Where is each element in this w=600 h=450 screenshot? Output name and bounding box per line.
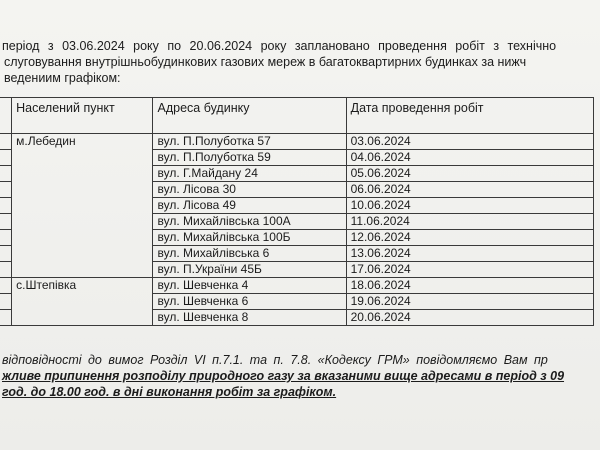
table-row <box>0 198 594 214</box>
intro-line-3: ведениим графіком: <box>4 71 121 85</box>
header-settlement: Населений пункт <box>12 98 153 134</box>
address-cell: вул. Шевченка 8 <box>153 310 346 326</box>
settlement-cell <box>12 230 153 246</box>
address-cell: вул. Г.Майдану 24 <box>153 166 346 182</box>
address-cell: вул. П.Полуботка 59 <box>153 150 346 166</box>
date-cell: 04.06.2024 <box>346 150 593 166</box>
settlement-cell <box>12 214 153 230</box>
table-row <box>0 214 594 230</box>
address-cell: вул. Лісова 30 <box>153 182 346 198</box>
settlement-cell <box>12 150 153 166</box>
header-address: Адреса будинку <box>153 98 346 134</box>
notice-line-1: відповідності до вимог Розділ VI п.7.1. та п. 7.8. «Кодексу ГРМ» повідомляємо Вам пр <box>2 353 548 367</box>
notice-paragraph <box>0 352 600 400</box>
header-date: Дата проведення робіт <box>346 98 593 134</box>
intro-line-2: слуговування внутрішньобудинкових газових мереж в багатоквартирних будинках за нижч <box>4 55 527 69</box>
table-header-row <box>0 98 594 134</box>
settlement-cell: м.Лебедин <box>12 134 153 150</box>
schedule-table <box>0 97 594 326</box>
intro-line-1: період з 03.06.2024 року по 20.06.2024 року заплановано проведення робіт з технічно <box>2 39 557 53</box>
date-cell: 17.06.2024 <box>346 262 593 278</box>
table-row <box>0 134 594 150</box>
date-cell: 10.06.2024 <box>346 198 593 214</box>
table-row <box>0 310 594 326</box>
settlement-cell <box>12 310 153 326</box>
date-cell: 18.06.2024 <box>346 278 593 294</box>
table-row <box>0 182 594 198</box>
address-cell: вул. Шевченка 6 <box>153 294 346 310</box>
date-cell: 20.06.2024 <box>346 310 593 326</box>
settlement-cell <box>12 182 153 198</box>
address-cell: вул. Лісова 49 <box>153 198 346 214</box>
address-cell: вул. Михайлівська 6 <box>153 246 346 262</box>
date-cell: 06.06.2024 <box>346 182 593 198</box>
address-cell: вул. Михайлівська 100А <box>153 214 346 230</box>
settlement-cell: с.Штепівка <box>12 278 153 294</box>
notice-line-3: год. до 18.00 год. в дні виконання робіт за графіком. <box>2 385 337 399</box>
address-cell: вул. П.України 45Б <box>153 262 346 278</box>
header-index-cell <box>0 98 12 134</box>
settlement-cell <box>12 166 153 182</box>
table-row <box>0 150 594 166</box>
settlement-cell <box>12 294 153 310</box>
date-cell: 19.06.2024 <box>346 294 593 310</box>
table-row <box>0 278 594 294</box>
table-row <box>0 166 594 182</box>
settlement-cell <box>12 246 153 262</box>
table-row <box>0 294 594 310</box>
date-cell: 05.06.2024 <box>346 166 593 182</box>
date-cell: 03.06.2024 <box>346 134 593 150</box>
settlement-cell <box>12 262 153 278</box>
settlement-cell <box>12 198 153 214</box>
table-row <box>0 246 594 262</box>
notice-line-2: жливе припинення розподілу природного газу за вказаними вище адресами в період з 09 <box>2 369 565 383</box>
date-cell: 13.06.2024 <box>346 246 593 262</box>
date-cell: 12.06.2024 <box>346 230 593 246</box>
table-row <box>0 230 594 246</box>
address-cell: вул. Шевченка 4 <box>153 278 346 294</box>
intro-paragraph <box>0 38 600 86</box>
address-cell: вул. П.Полуботка 57 <box>153 134 346 150</box>
address-cell: вул. Михайлівська 100Б <box>153 230 346 246</box>
table-row <box>0 262 594 278</box>
date-cell: 11.06.2024 <box>346 214 593 230</box>
